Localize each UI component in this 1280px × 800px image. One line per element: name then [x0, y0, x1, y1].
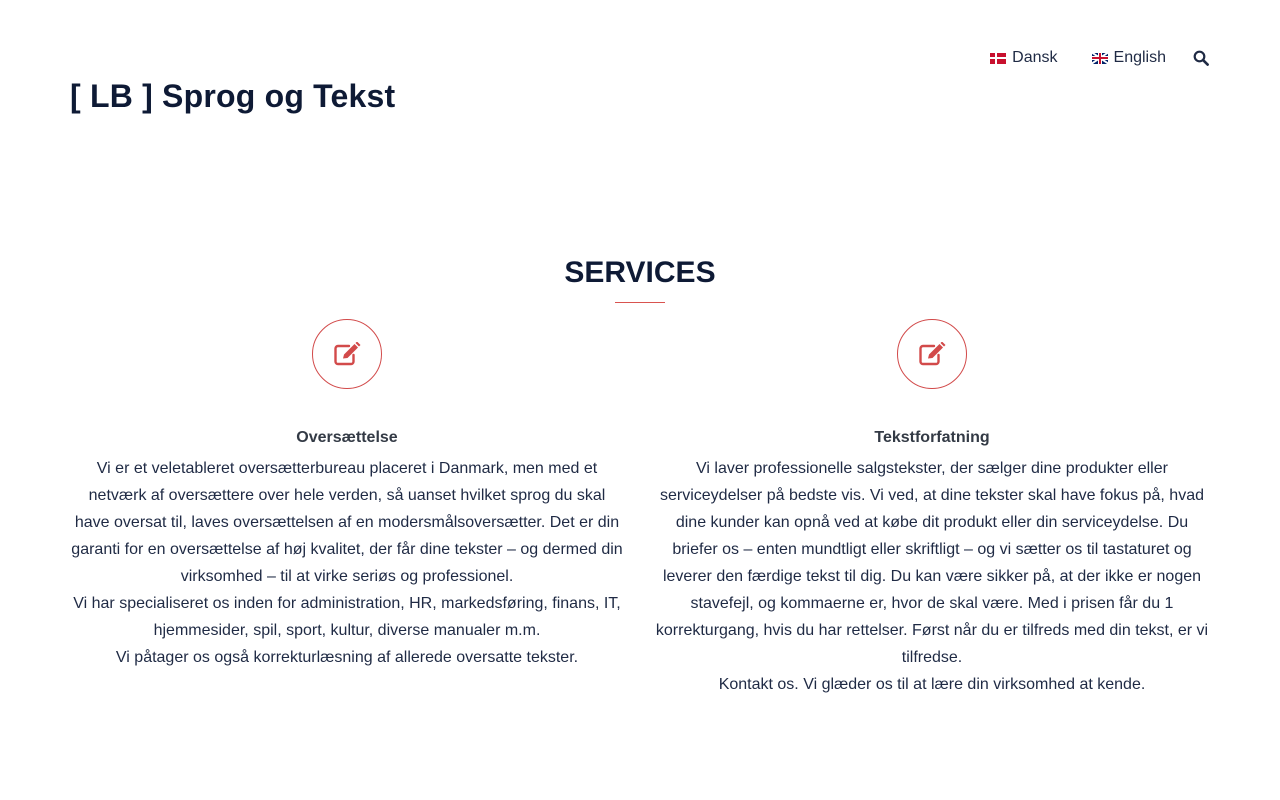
service-description	[70, 455, 624, 671]
service-paragraph: Kontakt os. Vi glæder os til at lære din virksomhed at kende.	[718, 676, 1146, 693]
denmark-flag-icon	[990, 53, 1006, 64]
language-danish-label: Dansk	[1012, 49, 1058, 66]
top-navigation	[990, 46, 1210, 70]
service-paragraph: Vi har specialiseret os inden for administration, HR, markedsføring, finans, IT, hjemmesider, spil, sport, kultur, diverse manualer m.m.	[73, 595, 621, 639]
service-icon-circle	[312, 319, 382, 389]
service-heading: Tekstforfatning	[874, 429, 990, 446]
service-paragraph: Vi er et veletableret oversætterbureau placeret i Danmark, men med et netværk af oversættere over hele verden, så uanset hvilket sprog du skal have oversat til, laves oversættelsen af en modersmålsoversætter. Det er din garanti for en oversættelse af høj kvalitet, der får dine tekster – og dermed din virksomhed – til at virke seriøs og professionel.	[71, 460, 623, 585]
search-icon	[1193, 50, 1209, 66]
service-translation	[70, 319, 624, 671]
service-description	[655, 455, 1209, 698]
language-danish-link[interactable]	[990, 49, 1057, 67]
service-copywriting	[655, 319, 1209, 698]
service-paragraph: Vi laver professionelle salgstekster, der sælger dine produkter eller serviceydelser på bedste vis. Vi ved, at dine tekster skal have fokus på, hvad dine kunder kan opnå ved at købe dit produkt eller din serviceydelse. Du briefer os – enten mundtligt eller skriftligt – og vi sætter os til tastaturet og leverer den færdige tekst til dig. Du kan være sikker på, at der ikke er nogen stavefejl, og kommaerne er, hvor de skal være. Med i prisen får du 1 korrekturgang, hvis du har rettelser. Først når du er tilfreds med din tekst, er vi tilfredse.	[655, 460, 1209, 666]
services-title: SERVICES	[564, 256, 716, 289]
edit-icon	[918, 342, 946, 366]
title-underline-divider	[615, 302, 665, 303]
language-english-label: English	[1113, 49, 1166, 66]
service-paragraph: Vi påtager os også korrekturlæsning af allerede oversatte tekster.	[115, 649, 579, 666]
uk-flag-icon	[1092, 53, 1108, 64]
edit-icon	[333, 342, 361, 366]
service-heading: Oversættelse	[296, 429, 398, 446]
language-english-link[interactable]	[1092, 49, 1166, 67]
site-title-link[interactable]: [ LB ] Sprog og Tekst	[70, 78, 396, 114]
search-button[interactable]	[1192, 49, 1210, 67]
service-icon-circle	[897, 319, 967, 389]
